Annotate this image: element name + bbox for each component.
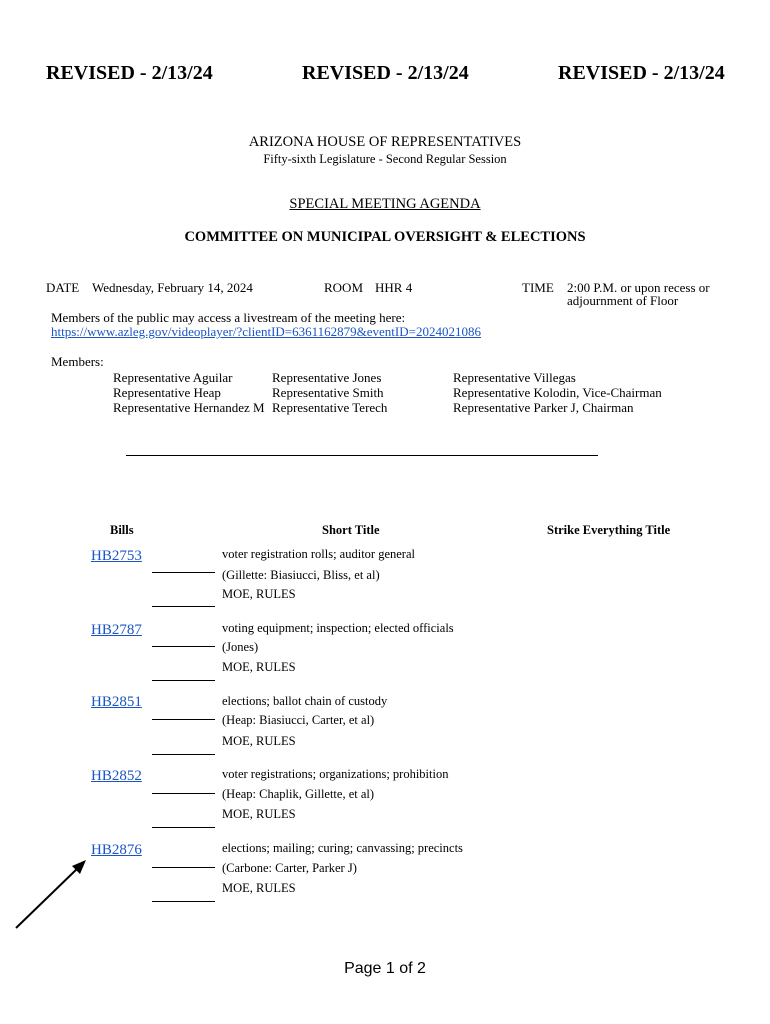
bills-column-header: Bills — [110, 523, 134, 537]
members-col2 — [272, 370, 387, 415]
date-value: Wednesday, February 14, 2024 — [92, 280, 253, 295]
bill-committees: MOE, RULES — [222, 881, 296, 895]
member-name: Representative Parker J, Chairman — [453, 400, 634, 415]
bill-committees: MOE, RULES — [222, 734, 296, 748]
livestream-link[interactable]: https://www.azleg.gov/videoplayer/?clientID=6361162879&eventID=2024021086 — [51, 324, 481, 339]
date-label: DATE — [46, 280, 80, 295]
blank-line — [152, 827, 215, 828]
bill-row — [0, 840, 770, 912]
short-title-column-header: Short Title — [322, 523, 380, 537]
bill-row — [0, 544, 770, 616]
member-name: Representative Hernandez M — [113, 400, 265, 415]
pointer-arrow-icon — [10, 856, 90, 932]
bill-link[interactable]: HB2876 — [91, 842, 142, 858]
revised-banner-left: REVISED - 2/13/24 — [46, 62, 213, 84]
bill-short-title: voting equipment; inspection; elected officials — [222, 621, 454, 635]
bill-short-title: voter registration rolls; auditor general — [222, 547, 415, 561]
bill-sponsor: (Gillette: Biasiucci, Bliss, et al) — [222, 568, 380, 582]
revised-banner-center: REVISED - 2/13/24 — [302, 62, 469, 84]
session-subtitle: Fifty-sixth Legislature - Second Regular Session — [263, 152, 507, 166]
strike-everything-column-header: Strike Everything Title — [547, 523, 671, 537]
member-name: Representative Heap — [113, 385, 221, 400]
member-name: Representative Villegas — [453, 370, 576, 385]
revised-banner-right: REVISED - 2/13/24 — [558, 62, 725, 84]
bill-link[interactable]: HB2852 — [91, 768, 142, 784]
bill-row — [0, 618, 770, 690]
blank-line — [152, 572, 215, 573]
bill-row — [0, 766, 770, 838]
members-label: Members: — [51, 354, 104, 369]
member-name: Representative Aguilar — [113, 370, 233, 385]
bill-committees: MOE, RULES — [222, 660, 296, 674]
time-label: TIME — [522, 280, 554, 295]
bill-sponsor: (Heap: Biasiucci, Carter, et al) — [222, 713, 375, 727]
members-col1 — [113, 370, 265, 415]
members-col3 — [453, 370, 662, 415]
blank-line — [152, 793, 215, 794]
bill-sponsor: (Carbone: Carter, Parker J) — [222, 861, 357, 875]
time-value-line1: 2:00 P.M. or upon recess or — [567, 280, 710, 295]
bill-short-title: elections; ballot chain of custody — [222, 694, 388, 708]
member-name: Representative Jones — [272, 370, 382, 385]
org-title: ARIZONA HOUSE OF REPRESENTATIVES — [248, 134, 522, 150]
livestream-text: Members of the public may access a livestream of the meeting here: — [51, 310, 406, 325]
bill-link[interactable]: HB2753 — [91, 548, 142, 564]
room-label: ROOM — [324, 280, 364, 295]
bill-link[interactable]: HB2851 — [91, 694, 142, 710]
bill-sponsor: (Heap: Chaplik, Gillette, et al) — [222, 787, 375, 801]
bill-link[interactable]: HB2787 — [91, 622, 142, 638]
page-number: Page 1 of 2 — [344, 960, 426, 977]
bill-short-title: elections; mailing; curing; canvassing; precincts — [222, 841, 463, 855]
blank-line — [152, 646, 215, 647]
bill-row — [0, 692, 770, 764]
blank-line — [152, 606, 215, 607]
blank-line — [152, 754, 215, 755]
time-value-line2: adjournment of Floor — [567, 293, 679, 308]
bill-committees: MOE, RULES — [222, 807, 296, 821]
member-name: Representative Terech — [272, 400, 388, 415]
blank-line — [152, 680, 215, 681]
agenda-title: SPECIAL MEETING AGENDA — [289, 196, 481, 212]
blank-line — [152, 867, 215, 868]
room-value: HHR 4 — [375, 280, 413, 295]
bill-sponsor: (Jones) — [222, 640, 259, 654]
member-name: Representative Smith — [272, 385, 384, 400]
blank-line — [152, 901, 215, 902]
section-divider — [126, 455, 598, 456]
bill-short-title: voter registrations; organizations; prohibition — [222, 767, 449, 781]
blank-line — [152, 719, 215, 720]
committee-title: COMMITTEE ON MUNICIPAL OVERSIGHT & ELECTIONS — [184, 229, 586, 245]
bill-committees: MOE, RULES — [222, 587, 296, 601]
member-name: Representative Kolodin, Vice-Chairman — [453, 385, 662, 400]
